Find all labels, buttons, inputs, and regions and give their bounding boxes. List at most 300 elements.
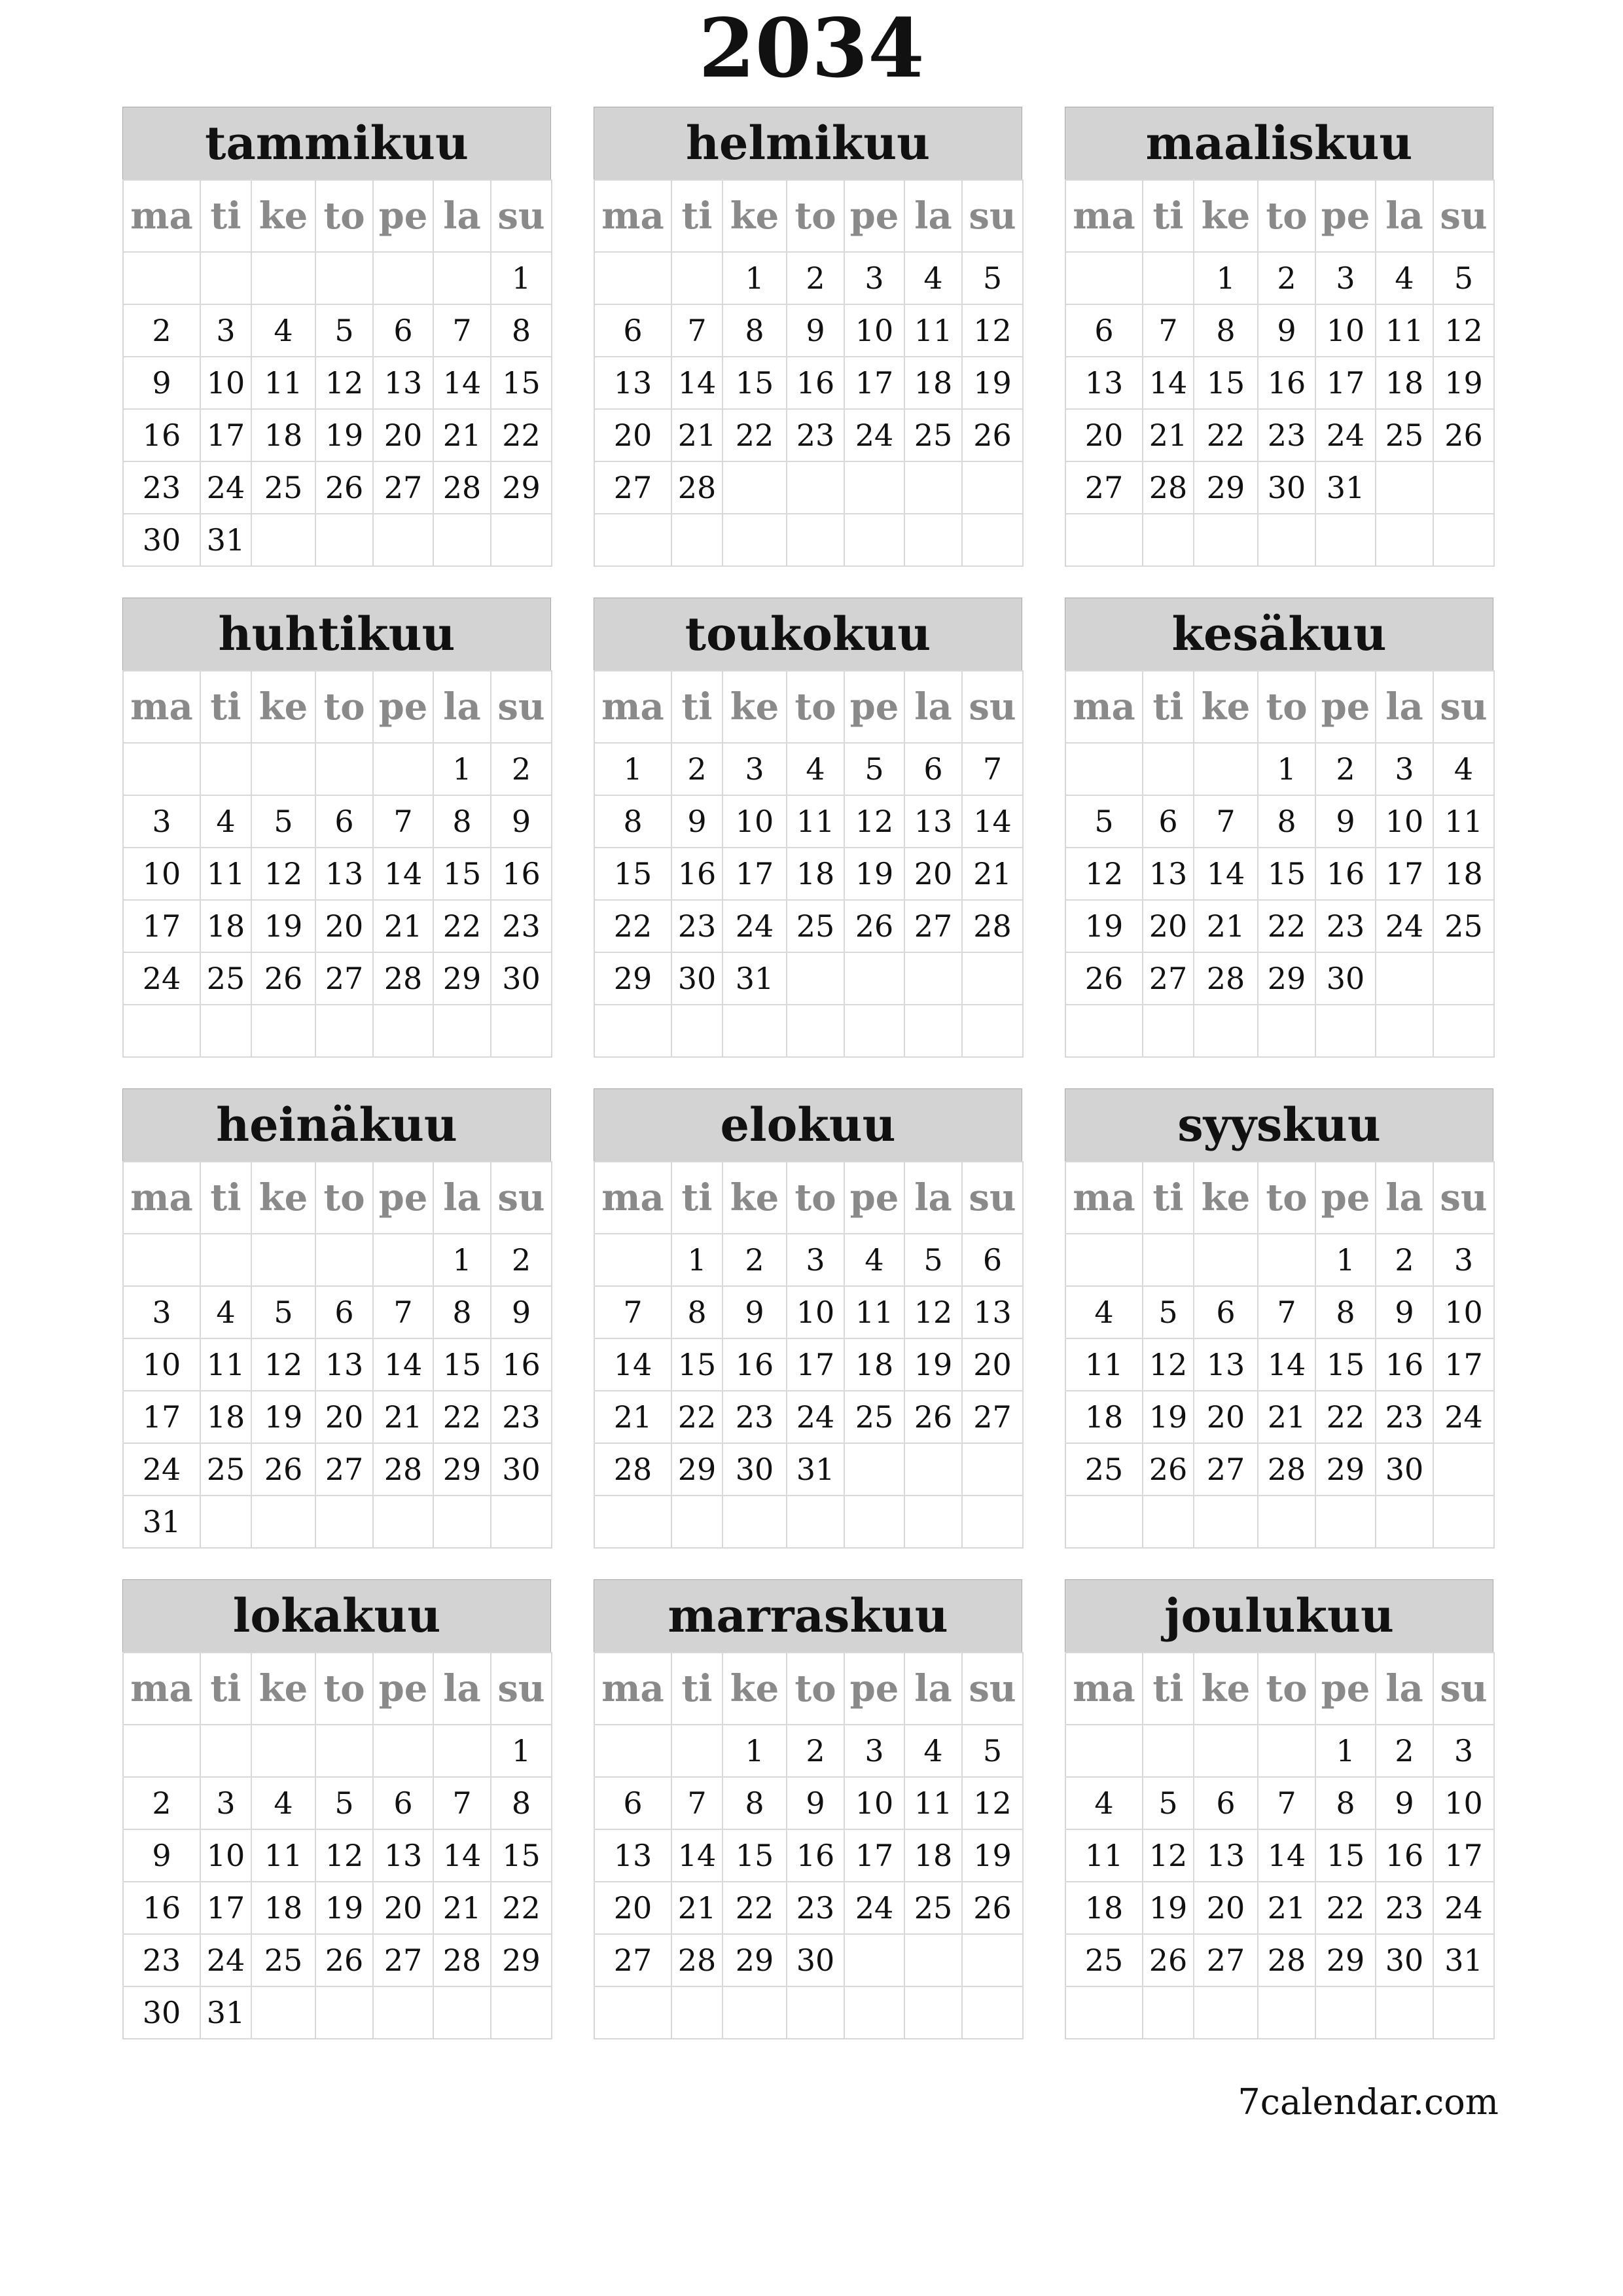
week-row — [1065, 1443, 1494, 1496]
day-cell: 27 — [1194, 1443, 1258, 1496]
week-row — [123, 743, 552, 795]
day-cell: 30 — [1258, 461, 1315, 514]
day-cell: 2 — [123, 304, 200, 357]
day-cell — [200, 1725, 251, 1777]
weekday-label: to — [315, 1653, 373, 1725]
weekday-label: ti — [671, 671, 722, 743]
day-cell: 1 — [722, 252, 787, 304]
weekday-label: ma — [594, 1653, 671, 1725]
week-row — [594, 743, 1023, 795]
month-name: maaliskuu — [1065, 107, 1493, 180]
day-cell: 28 — [1194, 952, 1258, 1005]
day-cell: 17 — [1315, 357, 1376, 409]
weekday-label: ma — [594, 1162, 671, 1234]
day-cell — [1143, 252, 1194, 304]
day-cell: 29 — [491, 1934, 552, 1986]
weekday-label: su — [491, 1653, 552, 1725]
day-cell: 19 — [1433, 357, 1494, 409]
day-cell: 13 — [1194, 1338, 1258, 1391]
day-cell: 31 — [200, 514, 251, 566]
day-cell — [1065, 1725, 1143, 1777]
month-name: lokakuu — [122, 1579, 551, 1653]
weekday-label: la — [433, 180, 491, 252]
month-calendar — [594, 1579, 1022, 2029]
week-row — [123, 1338, 552, 1391]
day-cell: 30 — [491, 1443, 552, 1496]
day-cell — [123, 743, 200, 795]
day-cell — [844, 514, 904, 566]
day-cell — [787, 1986, 844, 2039]
day-cell: 21 — [671, 1882, 722, 1934]
weekday-label: su — [962, 180, 1023, 252]
day-cell: 23 — [1258, 409, 1315, 461]
day-cell: 24 — [1433, 1391, 1494, 1443]
day-cell: 7 — [1143, 304, 1194, 357]
day-cell: 21 — [1143, 409, 1194, 461]
weekday-label: to — [1258, 180, 1315, 252]
day-cell — [123, 1005, 200, 1057]
month-calendar — [1065, 1088, 1493, 1538]
day-cell: 25 — [1065, 1443, 1143, 1496]
day-cell — [594, 1234, 671, 1286]
day-cell: 14 — [962, 795, 1023, 848]
day-cell: 28 — [671, 1934, 722, 1986]
day-cell: 3 — [722, 743, 787, 795]
day-grid — [122, 1652, 552, 2039]
day-cell: 11 — [844, 1286, 904, 1338]
day-cell: 6 — [594, 304, 671, 357]
day-cell: 16 — [1258, 357, 1315, 409]
month-name: marraskuu — [594, 1579, 1022, 1653]
weekday-header-row — [123, 671, 552, 743]
month-name: toukokuu — [594, 598, 1022, 671]
day-cell: 15 — [491, 357, 552, 409]
week-row — [123, 1777, 552, 1829]
day-cell: 16 — [123, 1882, 200, 1934]
weekday-label: ke — [251, 180, 315, 252]
day-cell: 2 — [491, 743, 552, 795]
day-cell: 16 — [787, 357, 844, 409]
week-row — [123, 1934, 552, 1986]
weekday-label: to — [1258, 1162, 1315, 1234]
day-cell: 31 — [123, 1496, 200, 1548]
weekday-label: su — [1433, 1653, 1494, 1725]
day-cell: 23 — [1376, 1391, 1433, 1443]
day-cell: 15 — [722, 357, 787, 409]
day-cell: 4 — [251, 304, 315, 357]
weekday-label: pe — [1315, 1653, 1376, 1725]
day-cell — [594, 1986, 671, 2039]
day-cell — [962, 1986, 1023, 2039]
day-cell: 3 — [200, 1777, 251, 1829]
day-cell: 30 — [1315, 952, 1376, 1005]
day-cell: 26 — [1433, 409, 1494, 461]
day-cell: 18 — [787, 848, 844, 900]
day-cell: 25 — [1376, 409, 1433, 461]
week-row — [123, 952, 552, 1005]
day-cell: 16 — [787, 1829, 844, 1882]
day-cell: 7 — [433, 1777, 491, 1829]
day-cell: 8 — [433, 1286, 491, 1338]
month-name: huhtikuu — [122, 598, 551, 671]
weekday-label: la — [1376, 671, 1433, 743]
day-grid — [122, 179, 552, 567]
day-cell — [315, 1986, 373, 2039]
day-cell: 10 — [787, 1286, 844, 1338]
week-row — [123, 1829, 552, 1882]
day-cell: 11 — [251, 357, 315, 409]
day-cell: 20 — [315, 1391, 373, 1443]
day-cell: 10 — [844, 304, 904, 357]
day-cell: 12 — [1143, 1829, 1194, 1882]
day-cell — [251, 514, 315, 566]
day-cell: 19 — [962, 1829, 1023, 1882]
day-cell: 11 — [1065, 1338, 1143, 1391]
day-cell: 18 — [904, 1829, 962, 1882]
week-row — [594, 461, 1023, 514]
day-cell: 11 — [904, 304, 962, 357]
day-cell: 20 — [315, 900, 373, 952]
day-cell: 13 — [1194, 1829, 1258, 1882]
day-cell: 10 — [1315, 304, 1376, 357]
day-cell: 6 — [373, 304, 433, 357]
week-row — [123, 1725, 552, 1777]
weekday-label: to — [315, 1162, 373, 1234]
day-cell — [1433, 461, 1494, 514]
day-cell: 19 — [904, 1338, 962, 1391]
day-cell: 17 — [787, 1338, 844, 1391]
day-cell — [200, 252, 251, 304]
weekday-label: ti — [200, 180, 251, 252]
weekday-header-row — [1065, 180, 1494, 252]
weekday-label: pe — [373, 671, 433, 743]
day-cell: 15 — [722, 1829, 787, 1882]
weekday-label: su — [962, 671, 1023, 743]
day-grid — [594, 670, 1024, 1058]
day-cell: 23 — [123, 1934, 200, 1986]
week-row — [123, 848, 552, 900]
day-cell — [1143, 743, 1194, 795]
day-cell: 12 — [1143, 1338, 1194, 1391]
day-cell: 29 — [1315, 1934, 1376, 1986]
month-calendar — [122, 107, 551, 556]
day-cell: 19 — [1143, 1882, 1194, 1934]
day-cell: 1 — [722, 1725, 787, 1777]
day-cell: 2 — [787, 252, 844, 304]
day-cell — [1194, 743, 1258, 795]
day-cell: 21 — [1194, 900, 1258, 952]
day-cell: 17 — [722, 848, 787, 900]
day-cell: 20 — [594, 409, 671, 461]
day-cell: 19 — [315, 1882, 373, 1934]
day-cell: 6 — [1143, 795, 1194, 848]
week-row — [594, 1234, 1023, 1286]
week-row — [1065, 1882, 1494, 1934]
day-cell: 13 — [315, 848, 373, 900]
day-cell: 27 — [904, 900, 962, 952]
day-grid — [122, 1161, 552, 1549]
day-cell: 5 — [315, 1777, 373, 1829]
week-row — [1065, 743, 1494, 795]
day-cell: 5 — [1065, 795, 1143, 848]
day-cell — [373, 514, 433, 566]
day-cell: 7 — [671, 304, 722, 357]
day-cell: 17 — [200, 409, 251, 461]
day-cell — [594, 1005, 671, 1057]
day-cell: 4 — [844, 1234, 904, 1286]
day-cell: 17 — [123, 900, 200, 952]
week-row — [1065, 1777, 1494, 1829]
day-cell — [787, 1005, 844, 1057]
week-row — [123, 1496, 552, 1548]
week-row — [1065, 952, 1494, 1005]
day-cell — [1065, 252, 1143, 304]
day-cell: 9 — [1258, 304, 1315, 357]
day-cell: 10 — [123, 848, 200, 900]
day-cell: 14 — [671, 1829, 722, 1882]
day-cell: 25 — [904, 1882, 962, 1934]
day-cell: 13 — [315, 1338, 373, 1391]
day-cell: 25 — [251, 1934, 315, 1986]
weekday-label: ma — [1065, 1162, 1143, 1234]
day-cell: 23 — [491, 900, 552, 952]
day-cell — [491, 514, 552, 566]
day-cell: 19 — [315, 409, 373, 461]
month-calendar — [594, 598, 1022, 1047]
day-cell: 4 — [200, 1286, 251, 1338]
weekday-label: ke — [251, 671, 315, 743]
weekday-label: ma — [123, 1162, 200, 1234]
day-cell: 21 — [433, 1882, 491, 1934]
day-cell: 5 — [251, 795, 315, 848]
day-cell — [1065, 1496, 1143, 1548]
day-cell: 27 — [1194, 1934, 1258, 1986]
weekday-label: ke — [722, 1162, 787, 1234]
week-row — [123, 252, 552, 304]
day-cell: 30 — [671, 952, 722, 1005]
weekday-header-row — [594, 1162, 1023, 1234]
day-cell: 18 — [200, 1391, 251, 1443]
day-cell: 12 — [962, 304, 1023, 357]
day-cell — [1194, 1725, 1258, 1777]
day-cell — [315, 1496, 373, 1548]
week-row — [123, 1234, 552, 1286]
weekday-label: ke — [1194, 1162, 1258, 1234]
day-cell: 20 — [1143, 900, 1194, 952]
day-cell — [962, 461, 1023, 514]
day-cell: 9 — [722, 1286, 787, 1338]
day-cell: 6 — [373, 1777, 433, 1829]
day-cell: 8 — [1315, 1777, 1376, 1829]
weekday-label: la — [904, 1653, 962, 1725]
day-cell: 14 — [433, 1829, 491, 1882]
month-name: elokuu — [594, 1088, 1022, 1162]
day-cell: 19 — [962, 357, 1023, 409]
day-cell: 22 — [433, 900, 491, 952]
day-grid — [1065, 179, 1495, 567]
day-cell: 19 — [1143, 1391, 1194, 1443]
day-cell: 29 — [491, 461, 552, 514]
day-cell: 5 — [1433, 252, 1494, 304]
day-cell: 17 — [1433, 1829, 1494, 1882]
day-cell: 5 — [1143, 1286, 1194, 1338]
weekday-label: to — [1258, 671, 1315, 743]
day-cell: 26 — [904, 1391, 962, 1443]
weekday-label: ma — [594, 180, 671, 252]
day-cell: 18 — [1065, 1882, 1143, 1934]
day-cell: 6 — [962, 1234, 1023, 1286]
day-cell: 25 — [200, 1443, 251, 1496]
day-cell: 4 — [1065, 1777, 1143, 1829]
day-cell: 15 — [594, 848, 671, 900]
weekday-label: to — [787, 671, 844, 743]
day-cell: 22 — [722, 409, 787, 461]
week-row — [594, 848, 1023, 900]
weekday-label: pe — [844, 1162, 904, 1234]
day-cell: 28 — [433, 1934, 491, 1986]
day-cell: 3 — [844, 1725, 904, 1777]
day-cell: 6 — [594, 1777, 671, 1829]
day-cell — [904, 952, 962, 1005]
weekday-label: pe — [373, 1653, 433, 1725]
day-grid — [594, 1161, 1024, 1549]
weekday-label: pe — [844, 1653, 904, 1725]
day-cell — [844, 461, 904, 514]
day-cell — [594, 1496, 671, 1548]
day-cell: 11 — [1433, 795, 1494, 848]
day-cell: 24 — [787, 1391, 844, 1443]
day-cell: 23 — [1315, 900, 1376, 952]
day-cell: 21 — [373, 1391, 433, 1443]
day-cell: 12 — [844, 795, 904, 848]
day-cell: 21 — [594, 1391, 671, 1443]
day-cell: 7 — [373, 795, 433, 848]
day-cell: 24 — [1376, 900, 1433, 952]
day-cell: 3 — [1315, 252, 1376, 304]
day-cell: 9 — [1376, 1286, 1433, 1338]
day-cell — [1315, 1496, 1376, 1548]
day-cell: 2 — [1376, 1725, 1433, 1777]
month-name: kesäkuu — [1065, 598, 1493, 671]
day-cell — [962, 1443, 1023, 1496]
day-cell: 6 — [1194, 1286, 1258, 1338]
day-cell: 9 — [787, 304, 844, 357]
week-row — [1065, 1496, 1494, 1548]
day-cell — [1194, 1986, 1258, 2039]
day-cell — [1433, 1443, 1494, 1496]
day-cell: 9 — [671, 795, 722, 848]
day-cell: 16 — [722, 1338, 787, 1391]
day-cell: 4 — [787, 743, 844, 795]
day-cell: 7 — [962, 743, 1023, 795]
day-cell — [251, 743, 315, 795]
day-cell: 24 — [123, 952, 200, 1005]
day-cell: 5 — [962, 252, 1023, 304]
day-cell — [671, 514, 722, 566]
week-row — [1065, 848, 1494, 900]
day-cell — [315, 1005, 373, 1057]
month-name: syyskuu — [1065, 1088, 1493, 1162]
weekday-label: pe — [373, 180, 433, 252]
day-cell — [1258, 1986, 1315, 2039]
day-cell: 11 — [1376, 304, 1433, 357]
day-cell — [1376, 514, 1433, 566]
weekday-header-row — [123, 1653, 552, 1725]
day-cell — [671, 252, 722, 304]
month-name: helmikuu — [594, 107, 1022, 180]
day-cell: 5 — [904, 1234, 962, 1286]
day-cell: 25 — [1065, 1934, 1143, 1986]
day-cell: 16 — [491, 848, 552, 900]
day-cell: 3 — [1433, 1234, 1494, 1286]
week-row — [1065, 1005, 1494, 1057]
weekday-label: la — [433, 1162, 491, 1234]
day-cell — [1376, 1005, 1433, 1057]
day-cell: 25 — [251, 461, 315, 514]
week-row — [1065, 409, 1494, 461]
day-cell: 2 — [787, 1725, 844, 1777]
day-cell — [1065, 1234, 1143, 1286]
day-cell: 3 — [1433, 1725, 1494, 1777]
day-cell: 23 — [671, 900, 722, 952]
day-cell: 3 — [844, 252, 904, 304]
day-cell: 4 — [1376, 252, 1433, 304]
day-cell: 20 — [904, 848, 962, 900]
day-cell — [1143, 1234, 1194, 1286]
weekday-label: ke — [1194, 180, 1258, 252]
day-cell: 20 — [373, 1882, 433, 1934]
day-cell: 20 — [962, 1338, 1023, 1391]
day-cell: 5 — [315, 304, 373, 357]
day-cell: 29 — [433, 952, 491, 1005]
day-cell — [373, 1986, 433, 2039]
day-cell — [962, 1934, 1023, 1986]
year-title: 2034 — [698, 1, 925, 96]
day-cell: 18 — [1065, 1391, 1143, 1443]
day-cell: 3 — [1376, 743, 1433, 795]
day-cell: 13 — [962, 1286, 1023, 1338]
day-cell — [491, 1496, 552, 1548]
day-cell: 11 — [787, 795, 844, 848]
week-row — [594, 304, 1023, 357]
day-cell — [1065, 514, 1143, 566]
day-cell: 24 — [200, 461, 251, 514]
day-cell: 30 — [1376, 1443, 1433, 1496]
day-cell: 7 — [1194, 795, 1258, 848]
day-cell — [962, 1496, 1023, 1548]
day-cell: 23 — [123, 461, 200, 514]
day-cell: 8 — [491, 304, 552, 357]
day-cell: 13 — [1143, 848, 1194, 900]
day-cell: 30 — [1376, 1934, 1433, 1986]
weekday-label: pe — [1315, 1162, 1376, 1234]
week-row — [1065, 1829, 1494, 1882]
week-row — [594, 357, 1023, 409]
day-grid — [594, 1652, 1024, 2039]
day-cell — [594, 514, 671, 566]
day-cell: 26 — [1065, 952, 1143, 1005]
weekday-label: ti — [1143, 671, 1194, 743]
week-row — [1065, 357, 1494, 409]
week-row — [123, 304, 552, 357]
weekday-label: ti — [200, 671, 251, 743]
week-row — [594, 514, 1023, 566]
weekday-label: su — [1433, 1162, 1494, 1234]
day-cell: 1 — [671, 1234, 722, 1286]
weekday-header-row — [123, 180, 552, 252]
day-cell: 8 — [594, 795, 671, 848]
week-row — [594, 900, 1023, 952]
